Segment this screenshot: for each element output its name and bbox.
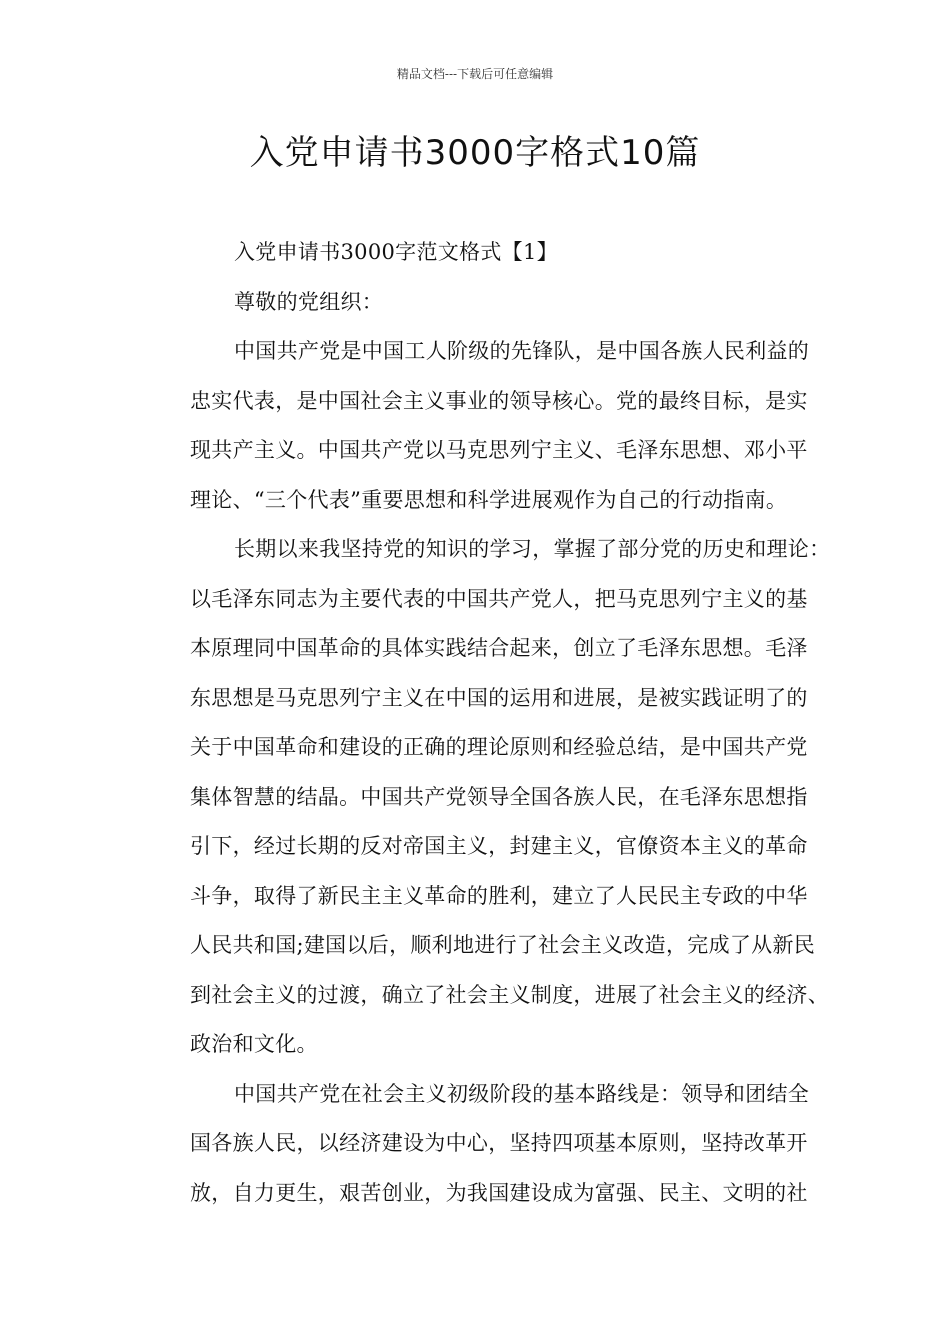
document-body [146, 228, 831, 1218]
text-line: 尊敬的党组织： [234, 289, 384, 314]
text-line: 本原理同中国革命的具体实践结合起来，创立了毛泽东思想。毛泽 [190, 636, 808, 660]
paragraph [146, 525, 831, 1070]
paragraph [146, 327, 828, 525]
document-title: 入党申请书3000字格式10篇 [249, 133, 701, 173]
text-line: 斗争，取得了新民主主义革命的胜利，建立了人民民主专政的中华 [190, 883, 808, 908]
text-line: 中国共产党是中国工人阶级的先锋队，是中国各族人民利益的 [234, 339, 810, 363]
text-line: 忠实代表，是中国社会主义事业的领导核心。党的最终目标，是实 [190, 388, 808, 413]
text-line: 中国共产党在社会主义初级阶段的基本路线是：领导和团结全 [234, 1081, 810, 1106]
text-line: 东思想是马克思列宁主义在中国的运用和进展，是被实践证明了的 [190, 685, 808, 710]
paragraph [146, 1070, 828, 1219]
text-line: 人民共和国;建国以后，顺利地进行了社会主义改造，完成了从新民 [190, 933, 816, 957]
text-line: 理论、“三个代表”重要思想和科学进展观作为自己的行动指南。 [190, 487, 788, 512]
text-line: 以毛泽东同志为主要代表的中国共产党人，把马克思列宁主义的基 [190, 586, 808, 611]
salutation [146, 278, 828, 328]
section-heading [146, 228, 828, 278]
text-line: 放，自力更生，艰苦创业，为我国建设成为富强、民主、文明的社 [190, 1180, 808, 1205]
text-line: 政治和文化。 [190, 1032, 318, 1056]
text-line: 引下，经过长期的反对帝国主义，封建主义，官僚资本主义的革命 [190, 834, 808, 858]
text-line: 集体智慧的结晶。中国共产党领导全国各族人民，在毛泽东思想指 [190, 784, 808, 809]
text-line: 国各族人民，以经济建设为中心，坚持四项基本原则，坚持改革开 [190, 1131, 808, 1155]
text-line: 入党申请书3000字范文格式【1】 [234, 240, 558, 264]
text-line: 关于中国革命和建设的正确的理论原则和经验总结，是中国共产党 [190, 735, 808, 759]
text-line: 长期以来我坚持党的知识的学习，掌握了部分党的历史和理论： [234, 537, 831, 561]
text-line: 到社会主义的过渡，确立了社会主义制度，进展了社会主义的经济、 [190, 982, 829, 1007]
text-line: 现共产主义。中国共产党以马克思列宁主义、毛泽东思想、邓小平 [190, 438, 808, 462]
header-note: 精品文档---下载后可任意编辑 [396, 67, 554, 81]
